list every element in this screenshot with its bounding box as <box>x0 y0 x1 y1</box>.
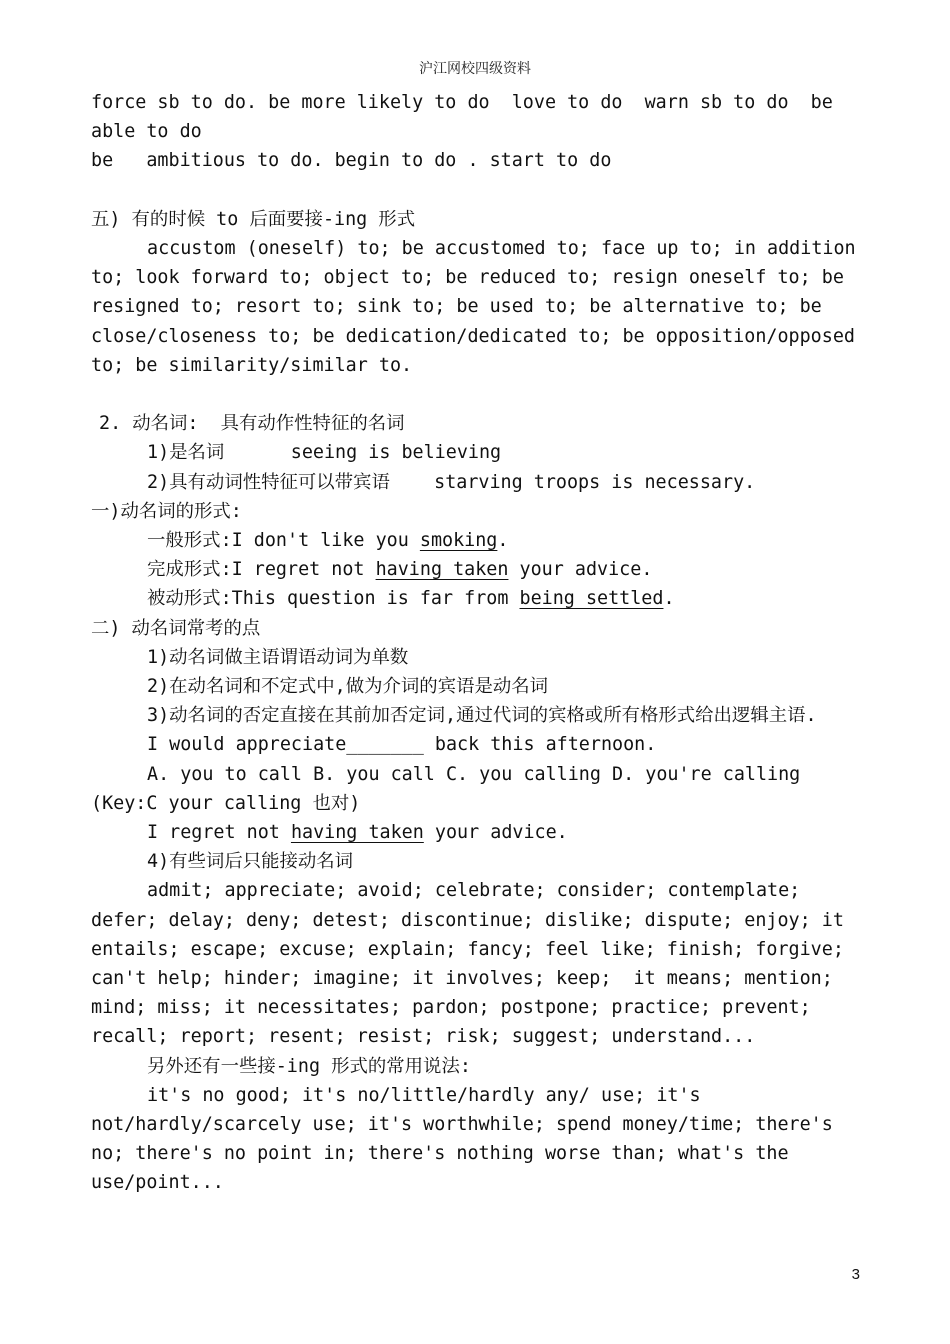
section-5-title: 五) 有的时候 to 后面要接-ing 形式 <box>91 208 416 230</box>
common-point-2: 2)在动名词和不定式中,做为介词的宾语是动名词 <box>147 676 549 698</box>
gerund-section-title: 2. 动名词: 具有动作性特征的名词 <box>99 413 405 435</box>
answer-key: (Key:C your calling 也对) <box>91 792 361 814</box>
blank-line <box>91 380 861 409</box>
section-5-text: accustom (oneself) to; be accustomed to; face up to; in addition to; look forward to; object to; be reduced to; resign oneself to; be resigned to; resort to; sink to; be used to; be alternative to; be close/closeness to; be dedication/dedicated to; be opposition/opposed to; be similarity/similar to. <box>91 238 867 376</box>
document-body <box>91 88 867 1198</box>
underlined-example: smoking <box>419 530 498 552</box>
infinitive-phrases-line-2: be ambitious to do. begin to do . start to do <box>91 150 612 172</box>
page-number: 3 <box>851 1266 860 1283</box>
common-point-1: 1)动名词做主语谓语动词为单数 <box>147 646 409 668</box>
example-sentence: I regret not having taken your advice. <box>147 822 568 844</box>
example-options: A. you to call B. you call C. you calling D. you're calling <box>147 763 801 785</box>
infinitive-phrases-line-1: force sb to do. be more likely to do love to do warn sb to do be able to do <box>91 92 844 143</box>
gerund-form-passive: 被动形式:This question is far from being settled. <box>147 588 675 610</box>
underlined-example: having taken <box>375 559 509 581</box>
gerund-form-general: 一般形式:I don't like you smoking. <box>147 530 509 552</box>
gerund-forms-title: 一)动名词的形式: <box>91 500 242 522</box>
common-points-title: 二) 动名词常考的点 <box>91 617 261 639</box>
gerund-point-1: 1)是名词 seeing is believing <box>147 442 502 464</box>
underlined-example: being settled <box>519 588 664 610</box>
gerund-point-2: 2)具有动词性特征可以带宾语 starving troops is necessary. <box>147 471 756 493</box>
gerund-verb-list: admit; appreciate; avoid; celebrate; consider; contemplate; defer; delay; deny; detest; discontinue; dislike; dispute; enjoy; it entails; escape; excuse; explain; fancy; feel like; finish; forgive; can't help; hinder; imagine; it involves; keep; it means; mention; mind; miss; it necessitates; pardon; postpone; practice; prevent; recall; report; resent; resist; risk; suggest; understand... <box>91 880 855 1048</box>
common-point-3: 3)动名词的否定直接在其前加否定词,通过代词的宾格或所有格形式给出逻辑主语. <box>147 705 817 727</box>
underlined-example: having taken <box>290 822 424 844</box>
blank-line <box>91 176 861 205</box>
other-expressions-text: it's no good; it's no/little/hardly any/ use; it's not/hardly/scarcely use; it's worthwhile; spend money/time; there's no; there's no point in; there's nothing worse than; what's the use/point... <box>91 1084 844 1194</box>
gerund-form-perfect: 完成形式:I regret not having taken your advice. <box>147 559 653 581</box>
page-header: 沪江网校四级资料 <box>419 61 531 77</box>
other-expressions-title: 另外还有一些接-ing 形式的常用说法: <box>147 1055 471 1077</box>
common-point-4: 4)有些词后只能接动名词 <box>147 851 354 873</box>
example-question: I would appreciate_______ back this afternoon. <box>147 734 657 756</box>
